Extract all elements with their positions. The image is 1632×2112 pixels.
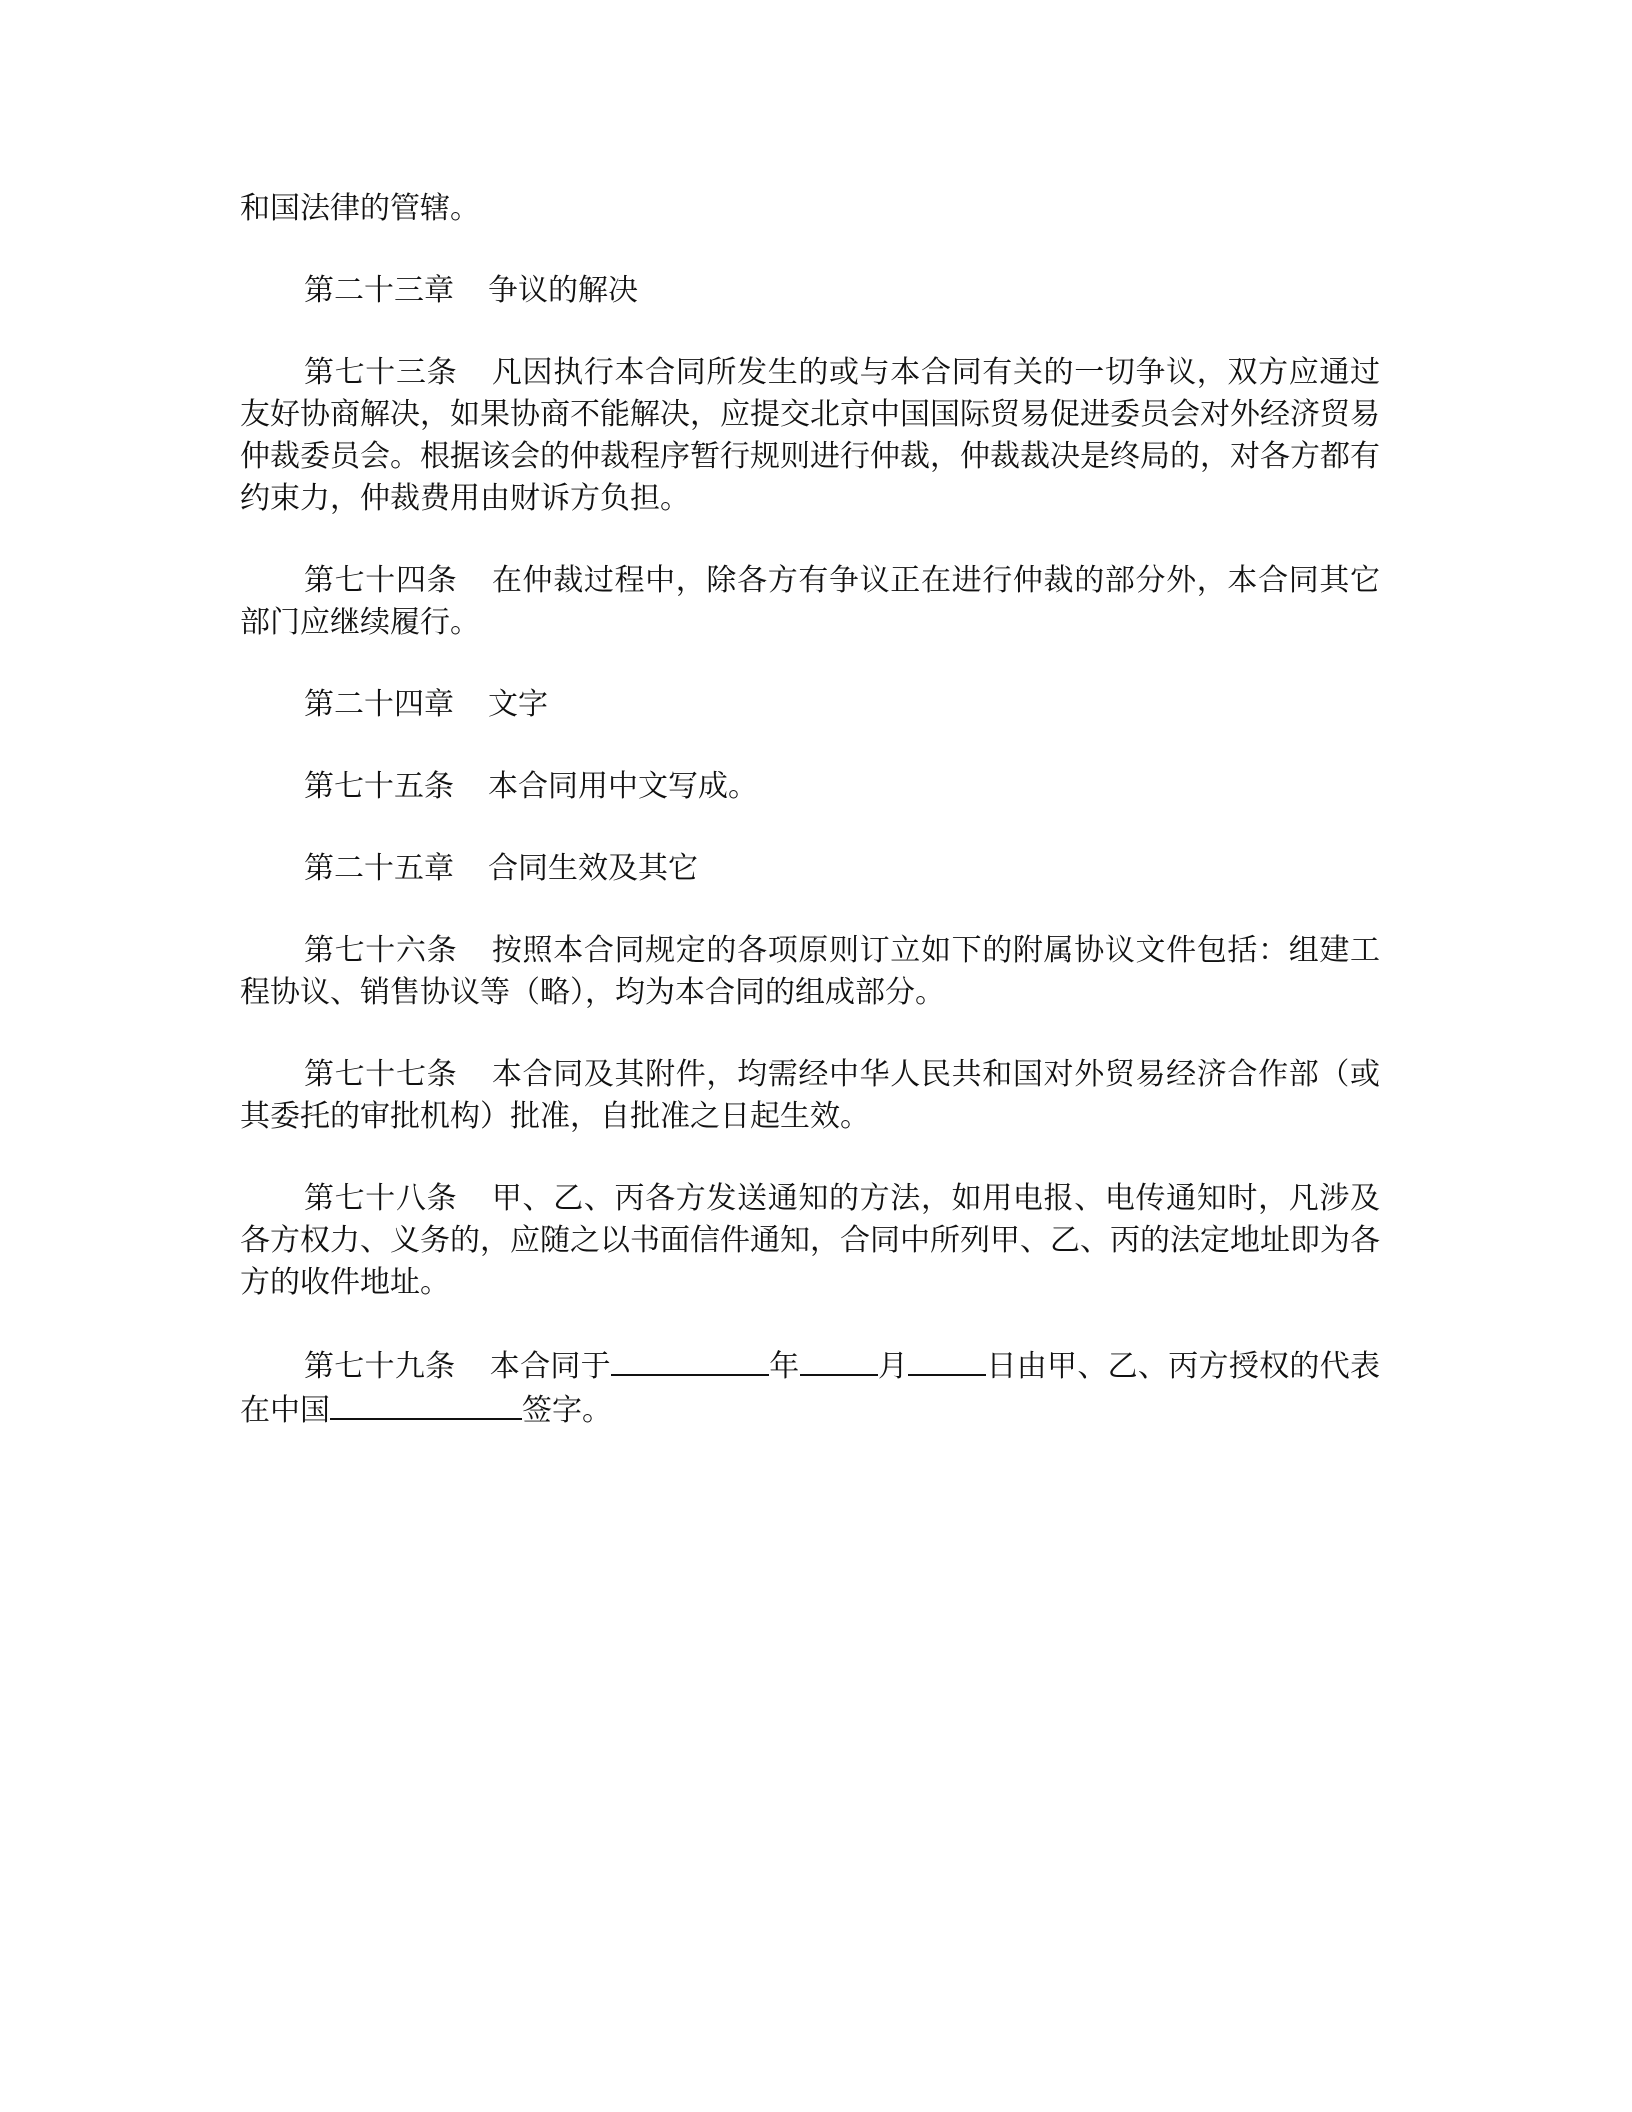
- article-76: [240, 930, 1380, 1014]
- final-text-5: 签字。: [522, 1393, 612, 1428]
- section-text: 按照本合同规定的各项原则订立如下的附属协议文件包括：组建工程协议、销售协议等（略），均为本合同的组成部分。: [240, 933, 1381, 1010]
- section-label: 第二十四章: [304, 687, 454, 722]
- section-text: 文字: [488, 687, 548, 722]
- section-text: 在仲裁过程中，除各方有争议正在进行仲裁的部分外，本合同其它部门应继续履行。: [240, 563, 1381, 640]
- section-text: 本合同用中文写成。: [488, 769, 758, 804]
- section-label: 第七十九条: [304, 1349, 456, 1384]
- section-label: 第二十五章: [304, 851, 454, 886]
- blank-line-year: [611, 1344, 769, 1376]
- blank-line-day: [908, 1344, 986, 1376]
- section-label: 第七十三条: [304, 355, 458, 390]
- section-label: 第七十五条: [304, 769, 454, 804]
- section-text: 争议的解决: [488, 273, 638, 308]
- section-label: 第七十七条: [304, 1057, 458, 1092]
- chapter-23: [240, 270, 1380, 312]
- section-label: 第七十四条: [304, 563, 458, 598]
- section-text: 合同生效及其它: [488, 851, 698, 886]
- final-text-1: 本合同于: [489, 1349, 611, 1384]
- article-78: [240, 1178, 1380, 1304]
- section-text: 甲、乙、丙各方发送通知的方法，如用电报、电传通知时，凡涉及各方权力、义务的，应随之以书面信件通知，合同中所列甲、乙、丙的法定地址即为各方的收件地址。: [240, 1181, 1381, 1300]
- article-75: [240, 766, 1380, 808]
- article-74: [240, 560, 1380, 644]
- chapter-25: [240, 848, 1380, 890]
- section-label: 第二十三章: [304, 273, 454, 308]
- section-text: 本合同及其附件，均需经中华人民共和国对外贸易经济合作部（或其委托的审批机构）批准，自批准之日起生效。: [240, 1057, 1381, 1134]
- chapter-24: [240, 684, 1380, 726]
- section-text: 凡因执行本合同所发生的或与本合同有关的一切争议，双方应通过友好协商解决，如果协商不能解决，应提交北京中国国际贸易促进委员会对外经济贸易仲裁委员会。根据该会的仲裁程序暂行规则进行仲裁，仲裁裁决是终局的，对各方都有约束力，仲裁费用由财诉方负担。: [240, 355, 1381, 516]
- final-text-4: 日由甲、乙、丙方授权的代表在中国: [240, 1349, 1381, 1428]
- section-label: 第七十六条: [304, 933, 458, 968]
- final-text-2: 年: [768, 1349, 800, 1384]
- section-label: 第七十八条: [304, 1181, 458, 1216]
- blank-line-month: [800, 1344, 878, 1376]
- article-73: [240, 352, 1380, 520]
- article-79: [240, 1344, 1380, 1432]
- document-page: [240, 188, 1380, 1472]
- article-77: [240, 1054, 1380, 1138]
- continuation-text: 和国法律的管辖。: [240, 191, 480, 226]
- blank-line-place: [330, 1388, 522, 1420]
- final-text-3: 月: [877, 1349, 909, 1384]
